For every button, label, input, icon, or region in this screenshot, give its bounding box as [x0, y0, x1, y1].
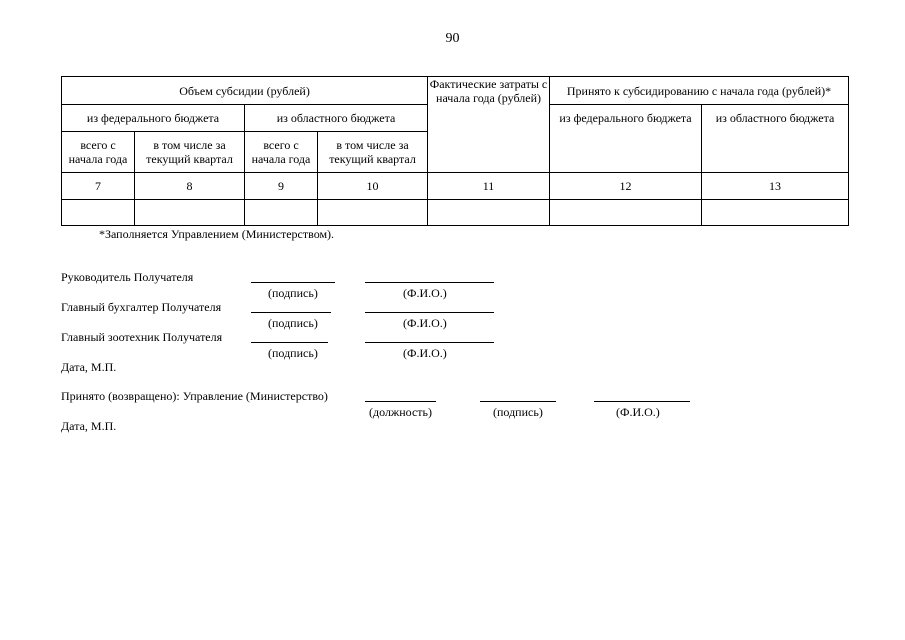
head-label: Руководитель Получателя	[61, 270, 194, 284]
zootechnician-signature-line[interactable]	[251, 342, 328, 343]
page-number: 90	[445, 31, 460, 46]
name-caption: (Ф.И.О.)	[403, 286, 447, 300]
empty-cell[interactable]	[550, 200, 702, 226]
signature-caption: (подпись)	[493, 405, 543, 419]
column-number: 11	[428, 173, 550, 200]
name-caption: (Ф.И.О.)	[403, 316, 447, 330]
signature-caption: (подпись)	[268, 286, 318, 300]
empty-cell[interactable]	[135, 200, 245, 226]
position-caption: (должность)	[369, 405, 432, 419]
table-row	[62, 200, 849, 226]
accountant-label: Главный бухгалтер Получателя	[61, 300, 222, 314]
footnote: *Заполняется Управлением (Министерством).	[99, 227, 335, 241]
subsidy-table	[61, 76, 849, 226]
header-accepted-regional: из областного бюджета	[702, 105, 849, 173]
column-number: 10	[318, 173, 428, 200]
empty-cell[interactable]	[318, 200, 428, 226]
header-accepted-federal: из федерального бюджета	[550, 105, 702, 173]
header-federal: из федерального бюджета	[62, 105, 245, 132]
name-caption: (Ф.И.О.)	[403, 346, 447, 360]
signature-caption: (подпись)	[268, 346, 318, 360]
accepted-by-label: Принято (возвращено): Управление (Министерство)	[61, 389, 328, 403]
header-federal-total: всего с начала года	[62, 132, 135, 173]
date-stamp-label: Дата, М.П.	[61, 360, 117, 374]
header-regional-quarter: в том числе за текущий квартал	[318, 132, 428, 173]
column-number: 8	[135, 173, 245, 200]
name-caption: (Ф.И.О.)	[616, 405, 660, 419]
header-volume: Объем субсидии (рублей)	[62, 77, 428, 105]
accountant-signature-line[interactable]	[251, 312, 331, 313]
zootechnician-name-line[interactable]	[365, 342, 494, 343]
position-line[interactable]	[365, 401, 436, 402]
header-regional-total: всего с начала года	[245, 132, 318, 173]
header-federal-quarter: в том числе за текущий квартал	[135, 132, 245, 173]
empty-cell[interactable]	[702, 200, 849, 226]
header-regional: из областного бюджета	[245, 105, 428, 132]
column-number: 7	[62, 173, 135, 200]
head-name-line[interactable]	[365, 282, 494, 283]
accepted-name-line[interactable]	[594, 401, 690, 402]
column-number: 12	[550, 173, 702, 200]
header-actual-costs: Фактические затраты с начала года (рублей)	[428, 77, 550, 173]
accountant-name-line[interactable]	[365, 312, 494, 313]
date-stamp-label-2: Дата, М.П.	[61, 419, 117, 433]
column-number: 9	[245, 173, 318, 200]
empty-cell[interactable]	[245, 200, 318, 226]
empty-cell[interactable]	[428, 200, 550, 226]
head-signature-line[interactable]	[251, 282, 335, 283]
header-accepted: Принято к субсидированию с начала года (рублей)*	[550, 77, 849, 105]
zootechnician-label: Главный зоотехник Получателя	[61, 330, 223, 344]
accepted-signature-line[interactable]	[480, 401, 556, 402]
column-number: 13	[702, 173, 849, 200]
signature-caption: (подпись)	[268, 316, 318, 330]
empty-cell[interactable]	[62, 200, 135, 226]
